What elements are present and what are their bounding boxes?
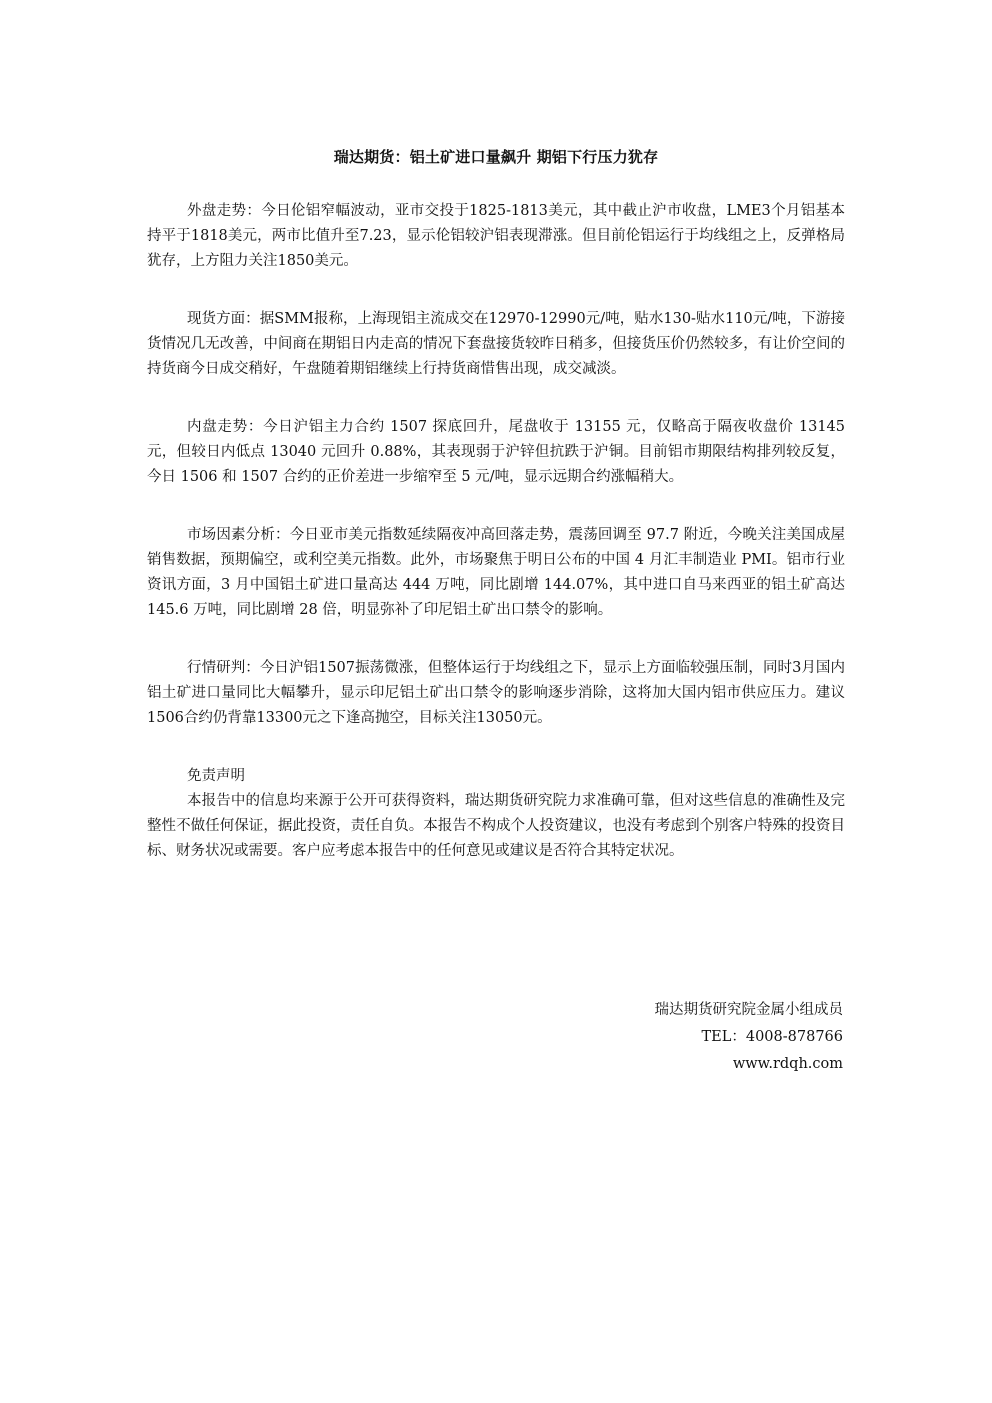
disclaimer-heading: 免责声明 bbox=[187, 768, 245, 784]
paragraph-domestic-market: 内盘走势：今日沪铝主力合约 1507 探底回升，尾盘收于 13155 元，仅略高于隔夜收盘价 13145 元，但较日内低点 13040 元回升 0.88%，其表现弱于沪锌但抗跌于沪铜。目前铝市期限结构排列较反复，今日 1506 和 1507 合约的正价差进一步缩窄至 5 元/吨，显示远期合约涨幅稍大。 bbox=[147, 419, 845, 485]
document-body bbox=[147, 199, 845, 864]
signature-tel: TEL：4008-878766 bbox=[701, 1029, 843, 1045]
signature-website: www.rdqh.com bbox=[732, 1056, 843, 1072]
paragraph-market-factors: 市场因素分析：今日亚市美元指数延续隔夜冲高回落走势，震荡回调至 97.7 附近，今晚关注美国成屋销售数据，预期偏空，或利空美元指数。此外，市场聚焦于明日公布的中国 4 月汇丰制造业 PMI。铝市行业资讯方面，3 月中国铝土矿进口量高达 444 万吨，同比剧增 144.07%，其中进口自马来西亚的铝土矿高达 145.6 万吨，同比剧增 28 倍，明显弥补了印尼铝土矿出口禁令的影响。 bbox=[147, 527, 845, 618]
paragraph-spot-market: 现货方面：据SMM报称，上海现铝主流成交在12970-12990元/吨，贴水130-贴水110元/吨，下游接货情况几无改善，中间商在期铝日内走高的情况下套盘接货较昨日稍多，但接货压价仍然较多，有让价空间的持货商今日成交稍好，午盘随着期铝继续上行持货商惜售出现，成交减淡。 bbox=[147, 311, 845, 377]
disclaimer-body: 本报告中的信息均来源于公开可获得资料，瑞达期货研究院力求准确可靠，但对这些信息的准确性及完整性不做任何保证，据此投资，责任自负。本报告不构成个人投资建议，也没有考虑到个别客户特殊的投资目标、财务状况或需要。客户应考虑本报告中的任何意见或建议是否符合其特定状况。 bbox=[147, 793, 845, 859]
paragraph-overseas-market: 外盘走势：今日伦铝窄幅波动，亚市交投于1825-1813美元，其中截止沪市收盘，LME3个月铝基本持平于1818美元，两市比值升至7.23，显示伦铝较沪铝表现滞涨。但目前伦铝运行于均线组之上，反弹格局犹存，上方阻力关注1850美元。 bbox=[147, 203, 845, 269]
paragraph-outlook: 行情研判：今日沪铝1507振荡微涨，但整体运行于均线组之下，显示上方面临较强压制，同时3月国内铝土矿进口量同比大幅攀升，显示印尼铝土矿出口禁令的影响逐步消除，这将加大国内铝市供应压力。建议1506合约仍背靠13300元之下逢高抛空，目标关注13050元。 bbox=[147, 660, 845, 726]
signature-block bbox=[655, 997, 844, 1078]
signature-org: 瑞达期货研究院金属小组成员 bbox=[654, 1002, 843, 1018]
document-title: 瑞达期货：铝土矿进口量飙升 期铝下行压力犹存 bbox=[333, 148, 659, 166]
